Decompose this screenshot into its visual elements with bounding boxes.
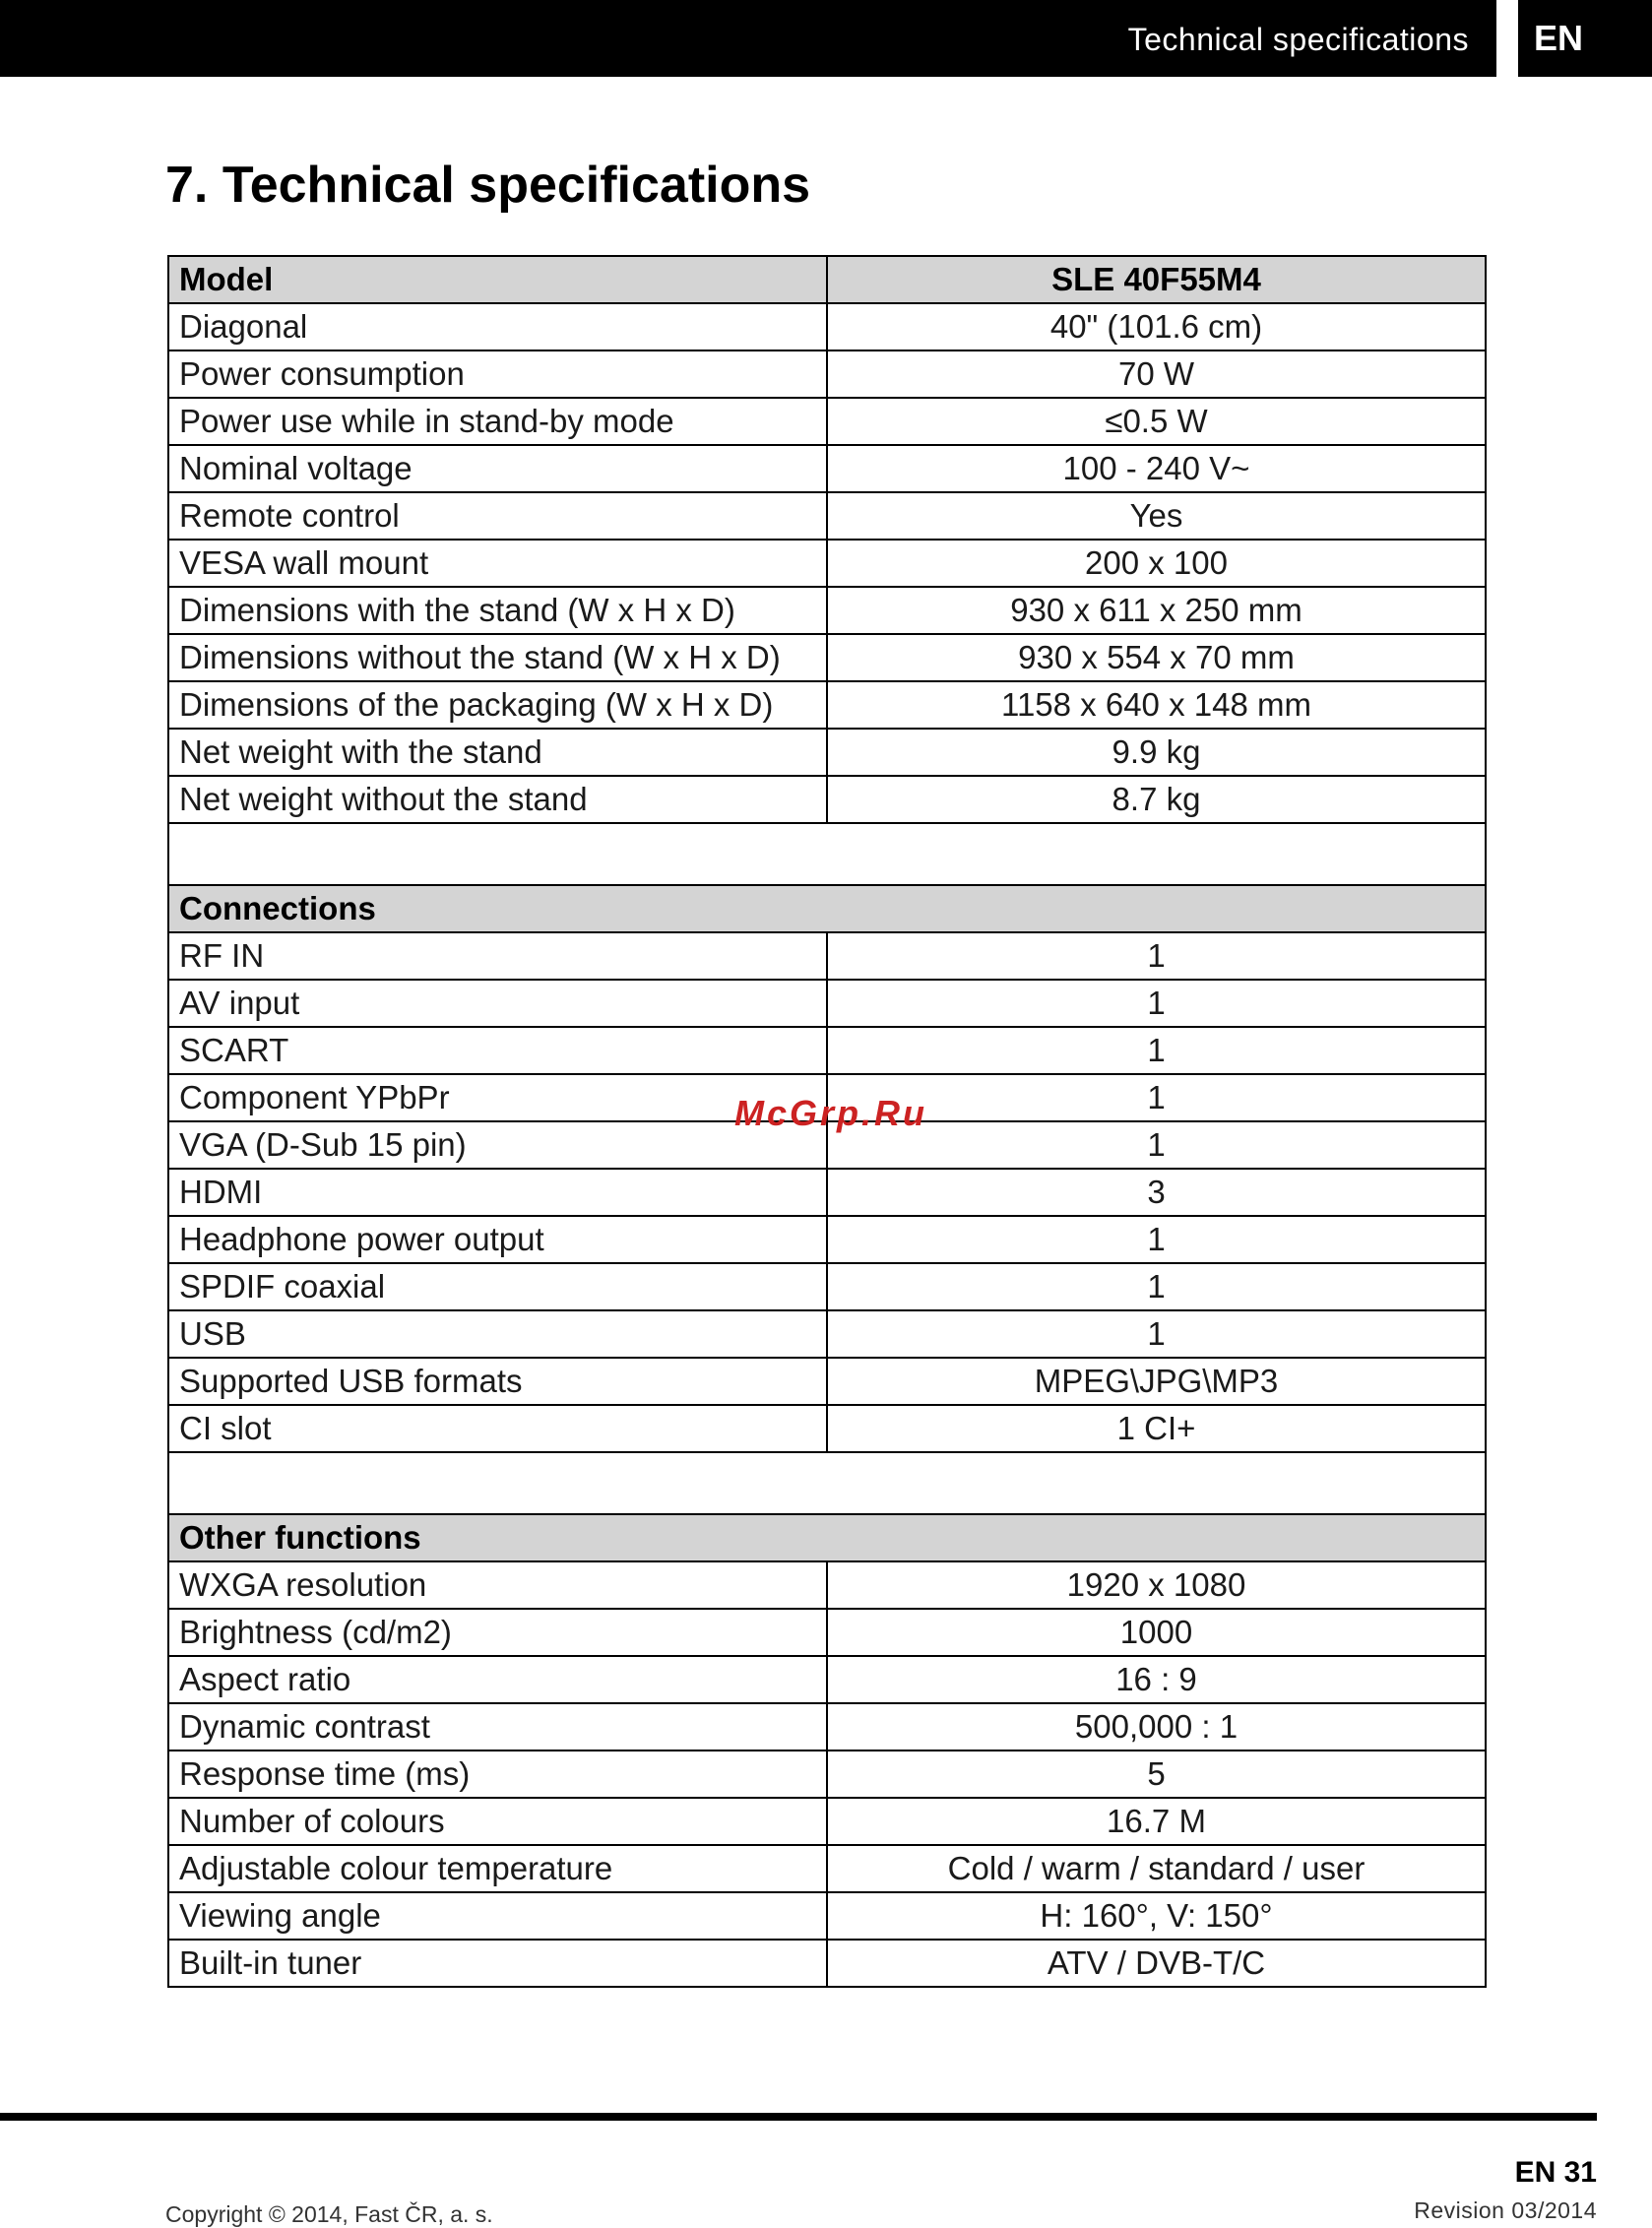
spec-value: ≤0.5 W <box>827 398 1486 445</box>
spec-value: 200 x 100 <box>827 540 1486 587</box>
table-row <box>168 1169 1486 1216</box>
table-row <box>168 1656 1486 1703</box>
spec-label: SCART <box>168 1027 827 1074</box>
spec-label: Dimensions with the stand (W x H x D) <box>168 587 827 634</box>
footer-divider <box>0 2113 1597 2121</box>
table-row <box>168 1798 1486 1845</box>
spec-value: 930 x 554 x 70 mm <box>827 634 1486 681</box>
table-row <box>168 1561 1486 1609</box>
spec-value: 1 <box>827 1263 1486 1310</box>
table-row <box>168 1263 1486 1310</box>
table-row <box>168 1892 1486 1940</box>
spec-value: Yes <box>827 492 1486 540</box>
table-row <box>168 634 1486 681</box>
connections-heading: Connections <box>168 885 1486 932</box>
spec-value: 500,000 : 1 <box>827 1703 1486 1751</box>
table-row <box>168 398 1486 445</box>
table-row <box>168 1751 1486 1798</box>
spec-label: Supported USB formats <box>168 1358 827 1405</box>
table-row <box>168 1310 1486 1358</box>
spec-label: Built-in tuner <box>168 1940 827 1987</box>
spec-value: 1 <box>827 1310 1486 1358</box>
table-row <box>168 303 1486 350</box>
spec-label: CI slot <box>168 1405 827 1452</box>
spec-value: 40" (101.6 cm) <box>827 303 1486 350</box>
spec-value: 1920 x 1080 <box>827 1561 1486 1609</box>
spacer-cell <box>168 1452 1486 1514</box>
table-row <box>168 445 1486 492</box>
spec-label: Response time (ms) <box>168 1751 827 1798</box>
page-title: 7. Technical specifications <box>165 157 811 214</box>
top-header-bar <box>0 0 1496 77</box>
table-row <box>168 1609 1486 1656</box>
watermark-text: McGrp.Ru <box>734 1093 928 1133</box>
spec-label: Remote control <box>168 492 827 540</box>
other-functions-heading: Other functions <box>168 1514 1486 1561</box>
spec-label: Dynamic contrast <box>168 1703 827 1751</box>
table-row <box>168 350 1486 398</box>
table-row <box>168 932 1486 980</box>
model-label: Model <box>168 256 827 303</box>
spec-label: VESA wall mount <box>168 540 827 587</box>
spec-label: Power use while in stand-by mode <box>168 398 827 445</box>
spec-label: Dimensions without the stand (W x H x D) <box>168 634 827 681</box>
spec-value: H: 160°, V: 150° <box>827 1892 1486 1940</box>
spec-label: Adjustable colour temperature <box>168 1845 827 1892</box>
spec-label: Brightness (cd/m2) <box>168 1609 827 1656</box>
table-row <box>168 1845 1486 1892</box>
spec-label: Number of colours <box>168 1798 827 1845</box>
spec-label: USB <box>168 1310 827 1358</box>
spec-label: Component YPbPr <box>168 1074 827 1121</box>
spec-label: HDMI <box>168 1169 827 1216</box>
spec-label: WXGA resolution <box>168 1561 827 1609</box>
spec-label: SPDIF coaxial <box>168 1263 827 1310</box>
spacer-cell <box>168 823 1486 885</box>
spec-label: Power consumption <box>168 350 827 398</box>
spec-value: ATV / DVB-T/C <box>827 1940 1486 1987</box>
revision-label: Revision 03/2014 <box>1414 2197 1597 2223</box>
spacer-row <box>168 1452 1486 1514</box>
spec-value: 1 <box>827 980 1486 1027</box>
table-row <box>168 587 1486 634</box>
spec-value: 1 CI+ <box>827 1405 1486 1452</box>
other-functions-header-row <box>168 1514 1486 1561</box>
spec-value: 1 <box>827 1027 1486 1074</box>
spec-label: Viewing angle <box>168 1892 827 1940</box>
spec-label: Net weight without the stand <box>168 776 827 823</box>
spec-label: Nominal voltage <box>168 445 827 492</box>
spec-value: MPEG\JPG\MP3 <box>827 1358 1486 1405</box>
table-row <box>168 1027 1486 1074</box>
spacer-row <box>168 823 1486 885</box>
spec-label: RF IN <box>168 932 827 980</box>
table-row <box>168 1405 1486 1452</box>
spec-value: Cold / warm / standard / user <box>827 1845 1486 1892</box>
spec-value: 16.7 M <box>827 1798 1486 1845</box>
connections-header-row <box>168 885 1486 932</box>
spec-value: 3 <box>827 1169 1486 1216</box>
header-section-title: Technical specifications <box>1127 22 1469 57</box>
table-row <box>168 729 1486 776</box>
spec-label: Net weight with the stand <box>168 729 827 776</box>
spec-label: Aspect ratio <box>168 1656 827 1703</box>
spec-value: 930 x 611 x 250 mm <box>827 587 1486 634</box>
table-row <box>168 492 1486 540</box>
spec-value: 100 - 240 V~ <box>827 445 1486 492</box>
spec-value: 1158 x 640 x 148 mm <box>827 681 1486 729</box>
spec-value: 5 <box>827 1751 1486 1798</box>
spec-label: Diagonal <box>168 303 827 350</box>
table-row <box>168 1703 1486 1751</box>
spec-label: Headphone power output <box>168 1216 827 1263</box>
spec-label: AV input <box>168 980 827 1027</box>
copyright-notice: Copyright © 2014, Fast ČR, a. s. <box>165 2201 493 2227</box>
spec-value: 1 <box>827 932 1486 980</box>
spec-label: VGA (D-Sub 15 pin) <box>168 1121 827 1169</box>
page-number: EN 31 <box>1514 2156 1597 2189</box>
table-row <box>168 681 1486 729</box>
table-row <box>168 1358 1486 1405</box>
spec-value: 9.9 kg <box>827 729 1486 776</box>
model-header-row <box>168 256 1486 303</box>
spec-label: Dimensions of the packaging (W x H x D) <box>168 681 827 729</box>
language-badge <box>1518 0 1652 77</box>
spec-value: 1000 <box>827 1609 1486 1656</box>
table-row <box>168 540 1486 587</box>
spec-value: 1 <box>827 1216 1486 1263</box>
spec-value: 8.7 kg <box>827 776 1486 823</box>
spec-value: 16 : 9 <box>827 1656 1486 1703</box>
spec-value: 70 W <box>827 350 1486 398</box>
table-row <box>168 1216 1486 1263</box>
table-row <box>168 776 1486 823</box>
language-label: EN <box>1534 18 1584 58</box>
table-row <box>168 980 1486 1027</box>
spec-value: 1 <box>827 1121 1486 1169</box>
spec-value: 1 <box>827 1074 1486 1121</box>
model-value: SLE 40F55M4 <box>827 256 1486 303</box>
table-row <box>168 1940 1486 1987</box>
